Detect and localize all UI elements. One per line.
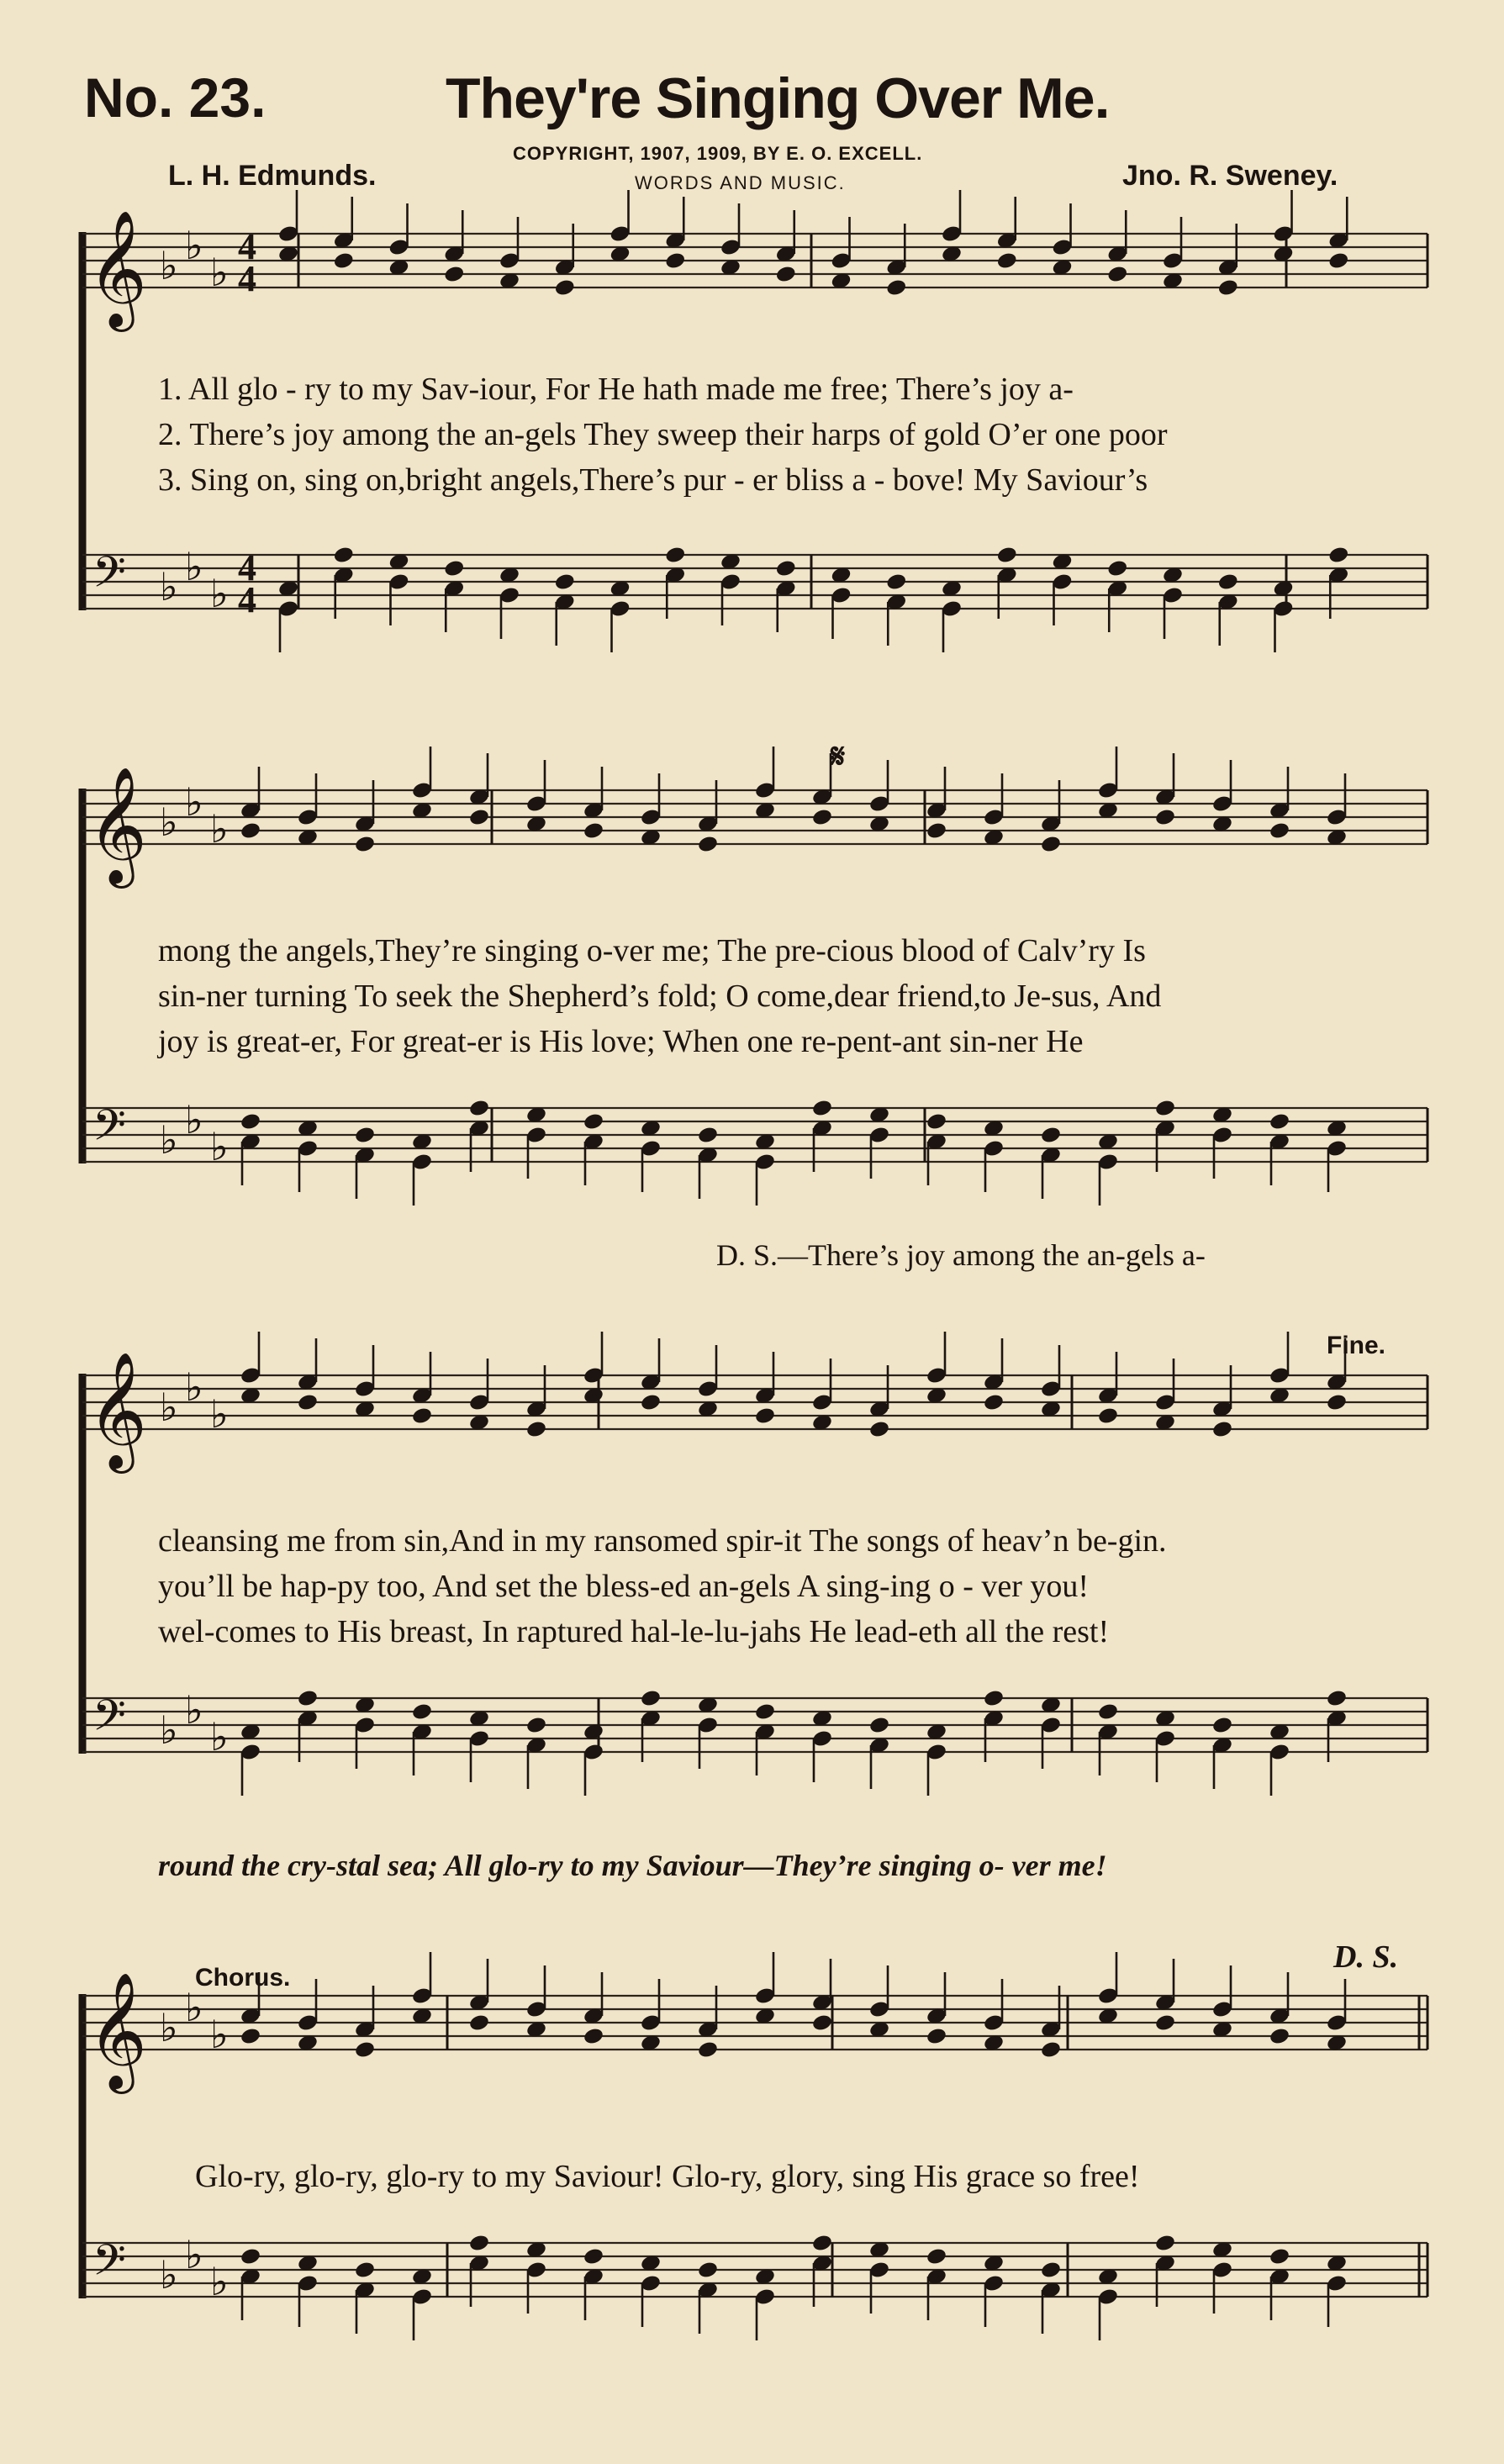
bass-clef: 𝄢 xyxy=(92,2234,126,2296)
flat-sign: ♭ xyxy=(210,806,229,852)
note-head xyxy=(443,559,465,578)
note-head xyxy=(996,546,1018,565)
flat-sign: ♭ xyxy=(210,571,229,616)
note-head xyxy=(354,2261,376,2280)
note-head xyxy=(983,1689,1005,1708)
note-head xyxy=(885,572,907,592)
note-head xyxy=(333,251,355,271)
fine-mark: Fine. xyxy=(1327,1332,1386,1359)
words-and-music-note: WORDS AND MUSIC. xyxy=(635,172,846,193)
note-head xyxy=(1106,265,1128,284)
note-head xyxy=(697,2261,719,2280)
note-head xyxy=(1217,278,1239,298)
note-head xyxy=(885,278,907,298)
flat-sign: ♭ xyxy=(210,1391,229,1437)
note-head xyxy=(868,1716,890,1735)
note-head xyxy=(775,265,797,284)
note-head xyxy=(1040,2261,1062,2280)
flat-sign: ♭ xyxy=(160,2005,178,2050)
flat-sign: ♭ xyxy=(160,243,178,288)
note-head xyxy=(697,835,719,854)
note-head xyxy=(868,1420,890,1439)
note-head xyxy=(664,546,686,565)
note-head xyxy=(240,821,261,841)
note-head xyxy=(411,1406,433,1426)
segno-sign: 𝄋 xyxy=(831,738,846,775)
flat-sign: ♭ xyxy=(160,1707,178,1753)
treble-clef: 𝄞 xyxy=(87,210,147,327)
note-head xyxy=(1217,572,1239,592)
note-head xyxy=(583,821,604,841)
note-head xyxy=(926,821,947,841)
note-head xyxy=(640,1393,662,1412)
note-head xyxy=(1326,1689,1348,1708)
copyright-notice: COPYRIGHT, 1907, 1909, BY E. O. EXCELL. xyxy=(513,143,923,164)
note-head xyxy=(468,2234,490,2253)
note-head xyxy=(468,1099,490,1118)
flat-sign: ♭ xyxy=(210,2012,229,2057)
flat-sign: ♭ xyxy=(185,544,203,589)
note-head xyxy=(583,2027,604,2046)
note-head xyxy=(1269,2027,1290,2046)
note-head xyxy=(1269,821,1290,841)
note-head xyxy=(1326,1393,1348,1412)
note-head xyxy=(554,278,576,298)
note-head xyxy=(996,251,1018,271)
treble-clef: 𝄞 xyxy=(87,767,147,884)
note-head xyxy=(443,265,465,284)
note-head xyxy=(354,1126,376,1145)
note-head xyxy=(811,808,833,827)
note-head xyxy=(1040,1126,1062,1145)
note-head xyxy=(1327,546,1349,565)
flat-sign: ♭ xyxy=(185,1097,203,1142)
note-head xyxy=(354,835,376,854)
flat-sign: ♭ xyxy=(210,250,229,295)
note-head xyxy=(1097,1702,1119,1722)
time-signature-top: 4 xyxy=(238,547,256,588)
note-head xyxy=(1154,2234,1176,2253)
flat-sign: ♭ xyxy=(210,2259,229,2304)
flat-sign: ♭ xyxy=(160,799,178,845)
note-head xyxy=(1097,1406,1119,1426)
system-2-verse-2: sin-ner turning To seek the Shepherd’s fold; O come,dear friend,to Je-sus, And xyxy=(158,979,1162,1014)
flat-sign: ♭ xyxy=(160,1117,178,1163)
note-head xyxy=(1040,835,1062,854)
chorus-label: Chorus. xyxy=(195,1964,291,1992)
system-3-ds-line: round the cry-stal sea; All glo-ry to my Saviour—They’re singing o- ver me! xyxy=(158,1849,1107,1882)
note-head xyxy=(1154,808,1176,827)
note-head xyxy=(240,2027,261,2046)
note-head xyxy=(240,1112,261,1132)
system-1-verse-1: 1. All glo - ry to my Sav-iour, For He hath made me free; There’s joy a- xyxy=(158,372,1074,407)
lyricist: L. H. Edmunds. xyxy=(168,160,377,192)
flat-sign: ♭ xyxy=(185,1687,203,1733)
note-head xyxy=(1211,1716,1233,1735)
note-head xyxy=(811,2234,833,2253)
note-head xyxy=(754,1406,776,1426)
hymn-title: They're Singing Over Me. xyxy=(446,66,1110,130)
note-head xyxy=(926,1112,947,1132)
note-head xyxy=(354,2040,376,2060)
note-head xyxy=(811,2013,833,2033)
note-head xyxy=(468,2013,490,2033)
note-head xyxy=(775,559,797,578)
hymn-number: No. 23. xyxy=(84,66,266,129)
note-head xyxy=(983,1393,1005,1412)
system-1-verse-2: 2. There’s joy among the an-gels They sweep their harps of gold O’er one poor xyxy=(158,417,1168,452)
treble-clef: 𝄞 xyxy=(87,1972,147,2089)
flat-sign: ♭ xyxy=(185,223,203,268)
note-head xyxy=(697,2040,719,2060)
composer: Jno. R. Sweney. xyxy=(1122,160,1338,192)
note-head xyxy=(1211,1420,1233,1439)
flat-sign: ♭ xyxy=(160,564,178,609)
note-head xyxy=(1269,2247,1290,2266)
note-head xyxy=(811,1099,833,1118)
note-head xyxy=(583,1112,604,1132)
note-head xyxy=(1154,2013,1176,2033)
note-head xyxy=(640,1689,662,1708)
flat-sign: ♭ xyxy=(160,1385,178,1430)
note-head xyxy=(411,1702,433,1722)
flat-sign: ♭ xyxy=(210,1124,229,1169)
bass-clef: 𝄢 xyxy=(92,546,126,608)
system-3-verse-2: you’ll be hap-py too, And set the bless-ed an-gels A sing-ing o - ver you! xyxy=(158,1569,1090,1604)
ds-mark: D. S. xyxy=(1333,1939,1399,1975)
treble-clef: 𝄞 xyxy=(87,1352,147,1469)
system-3-verse-3: wel-comes to His breast, In raptured hal-le-lu-jahs He lead-eth all the rest! xyxy=(158,1614,1110,1649)
note-head xyxy=(754,1702,776,1722)
note-head xyxy=(468,808,490,827)
flat-sign: ♭ xyxy=(185,779,203,825)
note-head xyxy=(1106,559,1128,578)
chorus-lyrics: Glo-ry, glo-ry, glo-ry to my Saviour! Glo-ry, glory, sing His grace so free! xyxy=(195,2159,1140,2194)
note-head xyxy=(297,1393,319,1412)
flat-sign: ♭ xyxy=(160,2252,178,2298)
flat-sign: ♭ xyxy=(210,1714,229,1760)
system-2-ds-line: D. S.—There’s joy among the an-gels a- xyxy=(716,1238,1206,1272)
flat-sign: ♭ xyxy=(185,2232,203,2277)
note-head xyxy=(926,2027,947,2046)
system-3-verse-1: cleansing me from sin,And in my ransomed spir-it The songs of heav’n be-gin. xyxy=(158,1523,1167,1559)
system-2-verse-1: mong the angels,They’re singing o-ver me; The pre-cious blood of Calv’ry Is xyxy=(158,933,1146,968)
flat-sign: ♭ xyxy=(185,1985,203,2030)
note-head xyxy=(583,2247,604,2266)
note-head xyxy=(525,1420,547,1439)
system-2-verse-3: joy is great-er, For great-er is His love; When one re-pent-ant sin-ner He xyxy=(158,1024,1084,1059)
flat-sign: ♭ xyxy=(185,1364,203,1410)
bass-clef: 𝄢 xyxy=(92,1690,126,1751)
note-head xyxy=(240,2247,261,2266)
note-head xyxy=(664,251,686,271)
bass-clef: 𝄢 xyxy=(92,1100,126,1161)
time-signature-bottom: 4 xyxy=(238,258,256,299)
note-head xyxy=(1040,2040,1062,2060)
note-head xyxy=(297,1689,319,1708)
note-head xyxy=(1154,1099,1176,1118)
note-head xyxy=(333,546,355,565)
note-head xyxy=(1269,1112,1290,1132)
note-head xyxy=(554,572,576,592)
system-1-verse-3: 3. Sing on, sing on,bright angels,There’s pur - er bliss a - bove! My Saviour’s xyxy=(158,462,1148,498)
time-signature-bottom: 4 xyxy=(238,579,256,620)
note-head xyxy=(525,1716,547,1735)
note-head xyxy=(926,2247,947,2266)
note-head xyxy=(697,1126,719,1145)
note-head xyxy=(1327,251,1349,271)
time-signature-top: 4 xyxy=(238,226,256,267)
